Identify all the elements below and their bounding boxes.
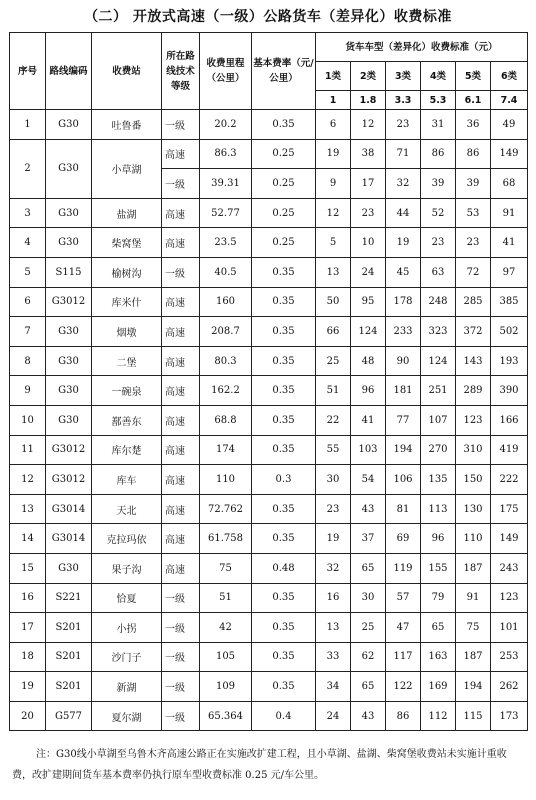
cell-base-rate: 0.35 — [252, 524, 316, 554]
table-row — [10, 376, 528, 406]
cell-road-grade: 高速 — [162, 435, 200, 465]
cell-base-rate: 0.35 — [252, 257, 316, 287]
header-coefficient-6: 7.4 — [491, 91, 528, 110]
cell-fee-class-6: 149 — [491, 139, 528, 169]
cell-base-rate: 0.35 — [252, 672, 316, 702]
cell-base-rate: 0.35 — [252, 110, 316, 140]
cell-fee-class-3: 233 — [386, 317, 421, 347]
cell-toll-mileage: 208.7 — [200, 317, 252, 347]
cell-route-code: S201 — [46, 613, 92, 643]
cell-fee-class-4: 163 — [421, 642, 456, 672]
cell-route-code: G3012 — [46, 287, 92, 317]
cell-toll-station: 果子沟 — [92, 553, 162, 583]
cell-seq: 20 — [10, 701, 46, 731]
header-class-2: 2类 — [351, 62, 386, 91]
cell-route-code: G30 — [46, 228, 92, 258]
cell-fee-class-2: 96 — [351, 376, 386, 406]
table-row — [10, 346, 528, 376]
cell-road-grade: 一级 — [162, 613, 200, 643]
cell-fee-class-5: 39 — [456, 169, 491, 199]
cell-toll-mileage: 51 — [200, 583, 252, 613]
cell-route-code: G3012 — [46, 435, 92, 465]
cell-toll-station: 一碗泉 — [92, 376, 162, 406]
cell-route-code: G30 — [46, 139, 92, 198]
cell-seq: 5 — [10, 257, 46, 287]
cell-road-grade: 高速 — [162, 494, 200, 524]
cell-fee-class-1: 50 — [316, 287, 351, 317]
cell-fee-class-1: 25 — [316, 346, 351, 376]
cell-fee-class-5: 372 — [456, 317, 491, 347]
header-class-5: 5类 — [456, 62, 491, 91]
table-row — [10, 110, 528, 140]
cell-fee-class-4: 96 — [421, 524, 456, 554]
cell-toll-station: 恰夏 — [92, 583, 162, 613]
table-row — [10, 139, 528, 169]
cell-fee-class-3: 77 — [386, 405, 421, 435]
cell-fee-class-3: 181 — [386, 376, 421, 406]
cell-seq: 15 — [10, 553, 46, 583]
cell-fee-class-4: 107 — [421, 405, 456, 435]
cell-seq: 8 — [10, 346, 46, 376]
cell-fee-class-2: 30 — [351, 583, 386, 613]
cell-fee-class-2: 10 — [351, 228, 386, 258]
cell-fee-class-1: 66 — [316, 317, 351, 347]
cell-fee-class-1: 19 — [316, 139, 351, 169]
cell-toll-station: 新湖 — [92, 672, 162, 702]
cell-base-rate: 0.25 — [252, 228, 316, 258]
cell-road-grade: 一级 — [162, 672, 200, 702]
cell-fee-class-3: 19 — [386, 228, 421, 258]
cell-fee-class-2: 65 — [351, 553, 386, 583]
cell-toll-mileage: 68.8 — [200, 405, 252, 435]
cell-fee-class-2: 48 — [351, 346, 386, 376]
cell-fee-class-1: 5 — [316, 228, 351, 258]
cell-fee-class-2: 103 — [351, 435, 386, 465]
cell-fee-class-1: 30 — [316, 465, 351, 495]
cell-fee-class-2: 41 — [351, 405, 386, 435]
cell-seq: 17 — [10, 613, 46, 643]
cell-fee-class-3: 81 — [386, 494, 421, 524]
cell-seq: 9 — [10, 376, 46, 406]
cell-fee-class-6: 262 — [491, 672, 528, 702]
header-coefficient-1: 1 — [316, 91, 351, 110]
header-class-1: 1类 — [316, 62, 351, 91]
cell-fee-class-4: 39 — [421, 169, 456, 199]
cell-fee-class-4: 323 — [421, 317, 456, 347]
cell-base-rate: 0.48 — [252, 553, 316, 583]
cell-toll-mileage: 86.3 — [200, 139, 252, 169]
table-row — [10, 317, 528, 347]
header-road-grade: 所在路线技术等级 — [162, 33, 200, 110]
cell-fee-class-4: 135 — [421, 465, 456, 495]
table-row — [10, 553, 528, 583]
cell-road-grade: 一级 — [162, 583, 200, 613]
table-row — [10, 435, 528, 465]
cell-fee-class-3: 194 — [386, 435, 421, 465]
cell-fee-class-4: 248 — [421, 287, 456, 317]
cell-fee-class-6: 390 — [491, 376, 528, 406]
cell-toll-station: 小草湖 — [92, 139, 162, 198]
cell-fee-class-6: 97 — [491, 257, 528, 287]
table-row — [10, 701, 528, 731]
cell-fee-class-6: 49 — [491, 110, 528, 140]
table-row — [10, 642, 528, 672]
cell-road-grade: 高速 — [162, 287, 200, 317]
cell-seq: 7 — [10, 317, 46, 347]
cell-fee-class-1: 13 — [316, 257, 351, 287]
cell-fee-class-4: 31 — [421, 110, 456, 140]
cell-road-grade: 高速 — [162, 317, 200, 347]
cell-fee-class-5: 36 — [456, 110, 491, 140]
cell-base-rate: 0.25 — [252, 198, 316, 228]
cell-fee-class-1: 13 — [316, 613, 351, 643]
page-title: （二） 开放式高速（一级）公路货车（差异化）收费标准 — [84, 9, 452, 25]
cell-toll-station: 烟墩 — [92, 317, 162, 347]
cell-road-grade: 高速 — [162, 228, 200, 258]
cell-fee-class-3: 71 — [386, 139, 421, 169]
header-coefficient-3: 3.3 — [386, 91, 421, 110]
cell-fee-class-5: 289 — [456, 376, 491, 406]
cell-route-code: G30 — [46, 346, 92, 376]
cell-fee-class-3: 69 — [386, 524, 421, 554]
table-row — [10, 583, 528, 613]
header-class-6: 6类 — [491, 62, 528, 91]
cell-road-grade: 高速 — [162, 524, 200, 554]
table-row — [10, 198, 528, 228]
cell-fee-class-2: 24 — [351, 257, 386, 287]
cell-fee-class-5: 187 — [456, 553, 491, 583]
cell-toll-mileage: 52.77 — [200, 198, 252, 228]
cell-road-grade: 一级 — [162, 642, 200, 672]
cell-fee-class-2: 95 — [351, 287, 386, 317]
cell-base-rate: 0.35 — [252, 583, 316, 613]
cell-base-rate: 0.35 — [252, 287, 316, 317]
cell-route-code: S115 — [46, 257, 92, 287]
cell-base-rate: 0.35 — [252, 642, 316, 672]
cell-fee-class-6: 166 — [491, 405, 528, 435]
cell-toll-mileage: 110 — [200, 465, 252, 495]
cell-fee-class-2: 65 — [351, 672, 386, 702]
cell-route-code: G3012 — [46, 465, 92, 495]
cell-fee-class-1: 12 — [316, 198, 351, 228]
cell-fee-class-3: 44 — [386, 198, 421, 228]
cell-fee-class-5: 115 — [456, 701, 491, 731]
cell-fee-class-1: 6 — [316, 110, 351, 140]
table-row — [10, 494, 528, 524]
cell-fee-class-5: 86 — [456, 139, 491, 169]
cell-seq: 1 — [10, 110, 46, 140]
cell-toll-station: 库尔楚 — [92, 435, 162, 465]
cell-fee-class-5: 130 — [456, 494, 491, 524]
cell-route-code: S201 — [46, 642, 92, 672]
cell-fee-class-2: 38 — [351, 139, 386, 169]
toll-standard-table — [9, 32, 528, 731]
cell-road-grade: 高速 — [162, 465, 200, 495]
cell-fee-class-5: 72 — [456, 257, 491, 287]
header-coefficient-2: 1.8 — [351, 91, 386, 110]
cell-fee-class-4: 63 — [421, 257, 456, 287]
cell-seq: 2 — [10, 139, 46, 198]
cell-fee-class-6: 173 — [491, 701, 528, 731]
cell-fee-class-6: 502 — [491, 317, 528, 347]
table-row — [10, 613, 528, 643]
cell-toll-station: 盐湖 — [92, 198, 162, 228]
cell-toll-station: 吐鲁番 — [92, 110, 162, 140]
cell-route-code: G30 — [46, 198, 92, 228]
cell-fee-class-5: 143 — [456, 346, 491, 376]
footnote: 注：G30线小草湖至乌鲁木齐高速公路正在实施改扩建工程，且小草湖、盐湖、柴窝堡收费站未实施计重收费，改扩建期间货车基本费率仍执行原车型收费标准 0.25 元/车公里。 — [12, 749, 507, 781]
cell-fee-class-6: 243 — [491, 553, 528, 583]
cell-toll-mileage: 80.3 — [200, 346, 252, 376]
cell-toll-mileage: 65.364 — [200, 701, 252, 731]
cell-fee-class-2: 12 — [351, 110, 386, 140]
cell-road-grade: 高速 — [162, 405, 200, 435]
cell-route-code: G30 — [46, 553, 92, 583]
cell-fee-class-5: 91 — [456, 583, 491, 613]
cell-fee-class-1: 55 — [316, 435, 351, 465]
cell-toll-station: 夏尔湖 — [92, 701, 162, 731]
cell-fee-class-6: 91 — [491, 198, 528, 228]
cell-seq: 6 — [10, 287, 46, 317]
cell-route-code: G30 — [46, 110, 92, 140]
header-truck-class-group: 货车车型（差异化）收费标准（元） — [316, 33, 528, 62]
header-route-code: 路线编码 — [46, 33, 92, 110]
cell-toll-mileage: 20.2 — [200, 110, 252, 140]
cell-base-rate: 0.35 — [252, 376, 316, 406]
cell-seq: 11 — [10, 435, 46, 465]
cell-road-grade: 一级 — [162, 701, 200, 731]
header-toll-station: 收费站 — [92, 33, 162, 110]
header-coefficient-4: 5.3 — [421, 91, 456, 110]
cell-fee-class-6: 101 — [491, 613, 528, 643]
cell-base-rate: 0.25 — [252, 169, 316, 199]
cell-fee-class-4: 155 — [421, 553, 456, 583]
cell-fee-class-2: 25 — [351, 613, 386, 643]
cell-fee-class-5: 285 — [456, 287, 491, 317]
cell-route-code: G3014 — [46, 524, 92, 554]
cell-base-rate: 0.35 — [252, 317, 316, 347]
cell-fee-class-1: 51 — [316, 376, 351, 406]
cell-toll-station: 柴窝堡 — [92, 228, 162, 258]
table-row — [10, 465, 528, 495]
cell-base-rate: 0.3 — [252, 465, 316, 495]
cell-fee-class-6: 175 — [491, 494, 528, 524]
cell-fee-class-4: 23 — [421, 228, 456, 258]
cell-seq: 3 — [10, 198, 46, 228]
cell-fee-class-1: 34 — [316, 672, 351, 702]
table-row — [10, 524, 528, 554]
cell-seq: 12 — [10, 465, 46, 495]
table-row — [10, 405, 528, 435]
cell-fee-class-1: 33 — [316, 642, 351, 672]
cell-fee-class-6: 222 — [491, 465, 528, 495]
cell-fee-class-3: 122 — [386, 672, 421, 702]
cell-toll-mileage: 105 — [200, 642, 252, 672]
cell-base-rate: 0.35 — [252, 346, 316, 376]
cell-road-grade: 一级 — [162, 169, 200, 199]
header-base-rate: 基本费率（元/公里） — [252, 33, 316, 110]
cell-fee-class-6: 385 — [491, 287, 528, 317]
cell-fee-class-5: 187 — [456, 642, 491, 672]
cell-fee-class-3: 45 — [386, 257, 421, 287]
cell-fee-class-2: 124 — [351, 317, 386, 347]
cell-base-rate: 0.4 — [252, 701, 316, 731]
cell-seq: 19 — [10, 672, 46, 702]
cell-toll-station: 库米什 — [92, 287, 162, 317]
cell-fee-class-6: 193 — [491, 346, 528, 376]
cell-fee-class-3: 106 — [386, 465, 421, 495]
cell-fee-class-5: 123 — [456, 405, 491, 435]
cell-base-rate: 0.25 — [252, 139, 316, 169]
header-class-3: 3类 — [386, 62, 421, 91]
cell-fee-class-4: 251 — [421, 376, 456, 406]
cell-seq: 18 — [10, 642, 46, 672]
cell-fee-class-4: 52 — [421, 198, 456, 228]
table-body — [10, 110, 528, 731]
cell-fee-class-4: 65 — [421, 613, 456, 643]
cell-fee-class-5: 53 — [456, 198, 491, 228]
cell-road-grade: 高速 — [162, 198, 200, 228]
table-row — [10, 287, 528, 317]
cell-toll-station: 沙门子 — [92, 642, 162, 672]
cell-fee-class-6: 253 — [491, 642, 528, 672]
cell-road-grade: 高速 — [162, 553, 200, 583]
cell-fee-class-3: 117 — [386, 642, 421, 672]
cell-fee-class-3: 57 — [386, 583, 421, 613]
cell-fee-class-4: 169 — [421, 672, 456, 702]
table-row — [10, 672, 528, 702]
cell-fee-class-1: 19 — [316, 524, 351, 554]
cell-toll-mileage: 75 — [200, 553, 252, 583]
cell-fee-class-3: 119 — [386, 553, 421, 583]
cell-route-code: S221 — [46, 583, 92, 613]
cell-toll-mileage: 160 — [200, 287, 252, 317]
cell-route-code: G3014 — [46, 494, 92, 524]
cell-fee-class-3: 90 — [386, 346, 421, 376]
cell-seq: 16 — [10, 583, 46, 613]
cell-fee-class-4: 112 — [421, 701, 456, 731]
cell-fee-class-6: 123 — [491, 583, 528, 613]
cell-road-grade: 高速 — [162, 346, 200, 376]
cell-fee-class-4: 86 — [421, 139, 456, 169]
cell-fee-class-5: 194 — [456, 672, 491, 702]
cell-fee-class-5: 110 — [456, 524, 491, 554]
cell-fee-class-1: 9 — [316, 169, 351, 199]
cell-fee-class-5: 310 — [456, 435, 491, 465]
cell-base-rate: 0.35 — [252, 494, 316, 524]
cell-seq: 10 — [10, 405, 46, 435]
cell-fee-class-2: 43 — [351, 494, 386, 524]
cell-toll-mileage: 61.758 — [200, 524, 252, 554]
cell-fee-class-1: 16 — [316, 583, 351, 613]
cell-toll-mileage: 39.31 — [200, 169, 252, 199]
cell-fee-class-5: 23 — [456, 228, 491, 258]
cell-base-rate: 0.35 — [252, 435, 316, 465]
table-row — [10, 257, 528, 287]
cell-fee-class-4: 113 — [421, 494, 456, 524]
cell-seq: 13 — [10, 494, 46, 524]
cell-toll-mileage: 23.5 — [200, 228, 252, 258]
cell-toll-station: 库车 — [92, 465, 162, 495]
cell-toll-station: 二堡 — [92, 346, 162, 376]
table-row — [10, 228, 528, 258]
cell-fee-class-2: 62 — [351, 642, 386, 672]
cell-fee-class-2: 17 — [351, 169, 386, 199]
cell-seq: 14 — [10, 524, 46, 554]
cell-road-grade: 一级 — [162, 257, 200, 287]
cell-route-code: G30 — [46, 317, 92, 347]
cell-fee-class-3: 178 — [386, 287, 421, 317]
cell-route-code: G30 — [46, 405, 92, 435]
cell-seq: 4 — [10, 228, 46, 258]
cell-toll-mileage: 40.5 — [200, 257, 252, 287]
cell-fee-class-5: 75 — [456, 613, 491, 643]
cell-fee-class-1: 24 — [316, 701, 351, 731]
cell-fee-class-4: 270 — [421, 435, 456, 465]
cell-toll-mileage: 42 — [200, 613, 252, 643]
cell-fee-class-2: 43 — [351, 701, 386, 731]
cell-toll-mileage: 72.762 — [200, 494, 252, 524]
cell-fee-class-6: 419 — [491, 435, 528, 465]
cell-fee-class-6: 149 — [491, 524, 528, 554]
cell-toll-mileage: 162.2 — [200, 376, 252, 406]
cell-road-grade: 一级 — [162, 110, 200, 140]
cell-fee-class-2: 37 — [351, 524, 386, 554]
header-coefficient-5: 6.1 — [456, 91, 491, 110]
cell-fee-class-1: 22 — [316, 405, 351, 435]
cell-base-rate: 0.35 — [252, 405, 316, 435]
cell-toll-mileage: 109 — [200, 672, 252, 702]
cell-fee-class-2: 54 — [351, 465, 386, 495]
cell-fee-class-3: 47 — [386, 613, 421, 643]
cell-fee-class-2: 23 — [351, 198, 386, 228]
cell-toll-station: 鄯善东 — [92, 405, 162, 435]
cell-route-code: S201 — [46, 672, 92, 702]
cell-road-grade: 高速 — [162, 376, 200, 406]
cell-fee-class-3: 86 — [386, 701, 421, 731]
cell-fee-class-6: 41 — [491, 228, 528, 258]
cell-fee-class-5: 150 — [456, 465, 491, 495]
cell-fee-class-3: 32 — [386, 169, 421, 199]
header-seq: 序号 — [10, 33, 46, 110]
cell-toll-station: 榆树沟 — [92, 257, 162, 287]
cell-fee-class-6: 68 — [491, 169, 528, 199]
cell-toll-station: 小拐 — [92, 613, 162, 643]
cell-fee-class-1: 23 — [316, 494, 351, 524]
cell-base-rate: 0.35 — [252, 613, 316, 643]
cell-route-code: G30 — [46, 376, 92, 406]
cell-fee-class-4: 79 — [421, 583, 456, 613]
cell-route-code: G577 — [46, 701, 92, 731]
header-toll-mileage: 收费里程（公里） — [200, 33, 252, 110]
header-class-4: 4类 — [421, 62, 456, 91]
cell-toll-station: 天北 — [92, 494, 162, 524]
cell-toll-mileage: 174 — [200, 435, 252, 465]
cell-fee-class-1: 32 — [316, 553, 351, 583]
cell-road-grade: 高速 — [162, 139, 200, 169]
cell-fee-class-4: 124 — [421, 346, 456, 376]
cell-toll-station: 克拉玛依 — [92, 524, 162, 554]
cell-fee-class-3: 23 — [386, 110, 421, 140]
